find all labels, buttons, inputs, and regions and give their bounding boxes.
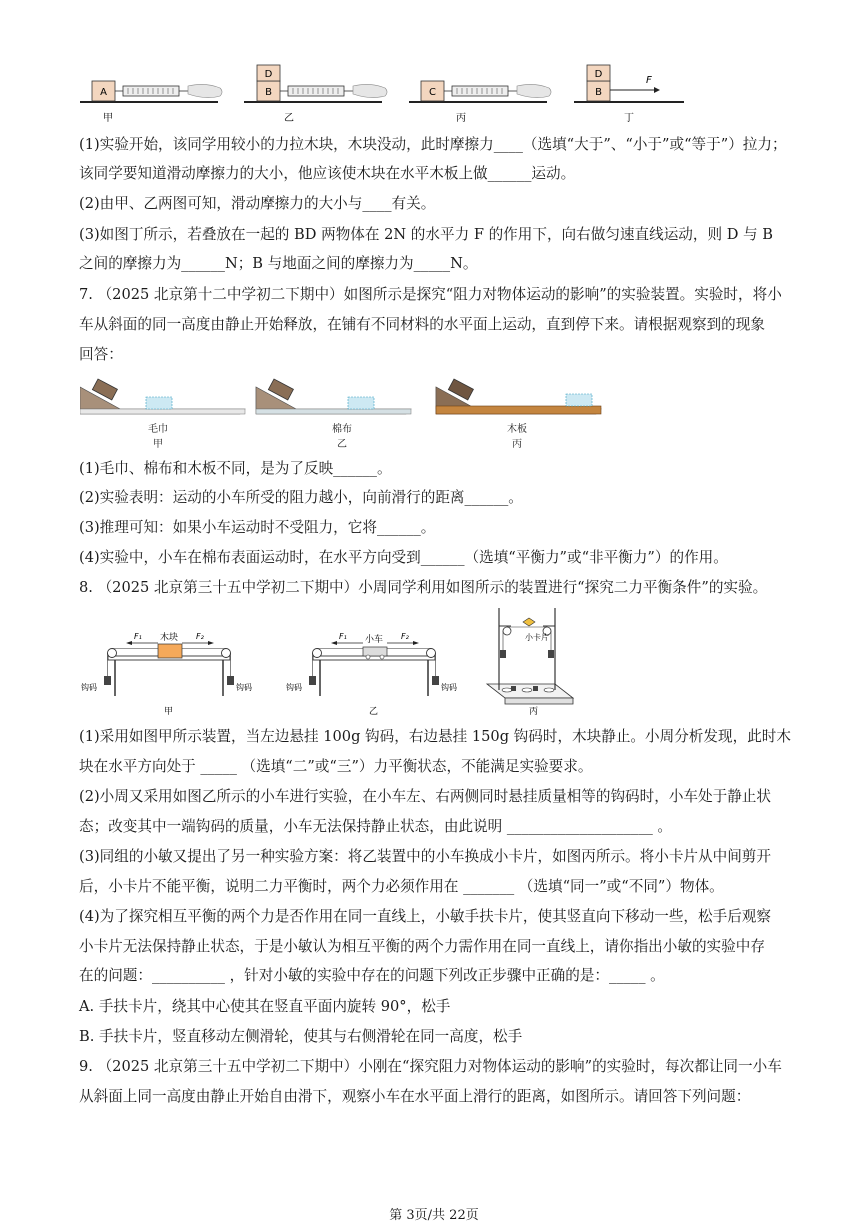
block-label-d2: D <box>594 69 603 80</box>
balance-setup-jia <box>81 631 252 716</box>
q8-part2-line2: 态；改变其中一端钩码的质量，小车无法保持静止状态，由此说明 ____________________ 。 <box>79 818 673 835</box>
q8-part4-line2: 小卡片无法保持静止状态，于是小敏认为相互平衡的两个力需作用在同一直线上，请你指出小敏的实验中存 <box>79 938 765 955</box>
block-label-b: B <box>265 87 272 98</box>
q6-part2: (2)由甲、乙两图可知，滑动摩擦力的大小与____有关。 <box>79 195 436 212</box>
q8-option-b: B. 手扶卡片，竖直移动左侧滑轮，使其与右侧滑轮在同一高度，松手 <box>79 1028 523 1045</box>
q8-option-a: A. 手扶卡片，绕其中心使其在竖直平面内旋转 90°，松手 <box>79 998 451 1015</box>
caption-cotton <box>322 420 362 450</box>
q9-stem-line2: 从斜面上同一高度由静止开始自由滑下，观察小车在水平面上滑行的距离，如图所示。请回答下列问题： <box>79 1088 751 1105</box>
block-label-b2: B <box>595 87 602 98</box>
q7-stem-line3: 回答： <box>79 346 123 363</box>
q8-part3-line1: (3)同组的小敏又提出了另一种实验方案：将乙装置中的小车换成小卡片，如图丙所示。将小卡片从中间剪开 <box>79 848 771 865</box>
label-weight-left-jia: 钩码 <box>81 683 97 692</box>
q6-part1-line1: (1)实验开始，该同学用较小的力拉木块，木块没动，此时摩擦力____（选填“大于”、“小于”或“等于”）拉力； <box>79 136 787 153</box>
q8-part2-line1: (2)小周又采用如图乙所示的小车进行实验，在小车左、右两侧同时悬挂质量相等的钩码时，小车处于静止状 <box>79 788 771 805</box>
label-f1-jia: F₁ <box>134 632 142 641</box>
q7-part1: (1)毛巾、棉布和木板不同，是为了反映______。 <box>79 460 392 477</box>
caption-bing: 丙 <box>456 113 466 122</box>
q7-part3: (3)推理可知：如果小车运动时不受阻力，它将______。 <box>79 519 436 536</box>
label-weight-right-yi: 钩码 <box>441 683 457 692</box>
caption-jia: 甲 <box>103 113 113 122</box>
friction-setup-ding <box>574 65 684 102</box>
q6-part3-line2: 之间的摩擦力为______N；B 与地面之间的摩擦力为_____N。 <box>79 255 478 272</box>
caption-wood-label: 丙 <box>512 439 522 450</box>
caption-cotton-material: 棉布 <box>332 424 352 435</box>
caption-towel <box>138 420 178 450</box>
q8-stem: 8. （2025 北京第三十五中学初二下期中）小周同学利用如图所示的装置进行“探究二力平衡条件”的实验。 <box>79 579 768 596</box>
caption-wood-material: 木板 <box>507 424 527 435</box>
force-label-f: F <box>646 75 652 86</box>
block-label-a: A <box>100 87 107 98</box>
label-cart: 小车 <box>365 635 384 645</box>
caption-balance-yi: 乙 <box>369 707 379 716</box>
friction-setup-bing <box>409 81 551 102</box>
caption-cotton-label: 乙 <box>337 439 347 450</box>
caption-balance-bing: 丙 <box>529 707 539 716</box>
balance-setup-bing <box>487 608 573 716</box>
q9-stem-line1: 9. （2025 北京第三十五中学初二下期中）小刚在“探究阻力对物体运动的影响”的实验时，每次都让同一小车 <box>79 1058 782 1075</box>
surface-towel <box>80 379 245 414</box>
q6-part3-line1: (3)如图丁所示，若叠放在一起的 BD 两物体在 2N 的水平力 F 的作用下，向右做匀速直线运动，则 D 与 B <box>79 226 774 243</box>
block-label-c: C <box>429 87 436 98</box>
label-f2-yi: F₂ <box>401 632 409 641</box>
label-wood-block: 木块 <box>160 633 179 643</box>
label-f2-jia: F₂ <box>196 632 204 641</box>
block-label-d: D <box>264 69 273 80</box>
caption-wood <box>497 420 537 450</box>
q8-part4-line1: (4)为了探究相互平衡的两个力是否作用在同一直线上，小敏手扶卡片，使其竖直向下移动一些，松手后观察 <box>79 908 771 925</box>
two-force-balance-figure <box>80 604 580 716</box>
label-weight-left-yi: 钩码 <box>286 683 302 692</box>
q8-part1-line1: (1)采用如图甲所示装置，当左边悬挂 100g 钩码，右边悬挂 150g 钩码时，木块静止。小周分析发现，此时木 <box>79 728 791 745</box>
friction-setup-jia <box>80 81 222 102</box>
label-f1-yi: F₁ <box>339 632 347 641</box>
q7-part2: (2)实验表明：运动的小车所受的阻力越小，向前滑行的距离______。 <box>79 489 523 506</box>
q8-part3-line2: 后，小卡片不能平衡，说明二力平衡时，两个力必须作用在 _______ （选填“同一”或“不同”）物体。 <box>79 878 724 895</box>
q7-stem-line2: 车从斜面的同一高度由静止开始释放，在铺有不同材料的水平面上运动，直到停下来。请根据观察到的现象 <box>79 316 765 333</box>
q6-part1-line2: 该同学要知道滑动摩擦力的大小，他应该使木块在水平木板上做______运动。 <box>79 165 576 182</box>
caption-towel-material: 毛巾 <box>148 424 168 435</box>
caption-towel-label: 甲 <box>153 439 163 450</box>
page-footer: 第 3页/共 22页 <box>389 1208 479 1223</box>
friction-setup-yi <box>244 65 387 102</box>
q8-part4-line3: 在的问题：__________ ，针对小敏的实验中存在的问题下列改正步骤中正确的是：_____ 。 <box>79 967 665 984</box>
label-weight-right-jia: 钩码 <box>236 683 252 692</box>
q8-part1-line2: 块在水平方向处于 _____ （选填“二”或“三”）力平衡状态，不能满足实验要求。 <box>79 758 593 775</box>
caption-ding: 丁 <box>624 113 634 122</box>
surface-wood <box>436 379 601 414</box>
q7-part4: (4)实验中，小车在棉布表面运动时，在水平方向受到______（选填“平衡力”或“非平衡力”）的作用。 <box>79 549 728 566</box>
caption-balance-jia: 甲 <box>164 707 174 716</box>
friction-experiment-figure <box>78 64 690 122</box>
label-small-card: 小卡片 <box>525 633 549 642</box>
q7-stem-line1: 7. （2025 北京第十二中学初二下期中）如图所示是探究“阻力对物体运动的影响”的实验装置。实验时，将小 <box>79 286 782 303</box>
surface-cotton <box>256 379 411 414</box>
caption-yi: 乙 <box>284 113 294 122</box>
balance-setup-yi <box>286 632 457 716</box>
